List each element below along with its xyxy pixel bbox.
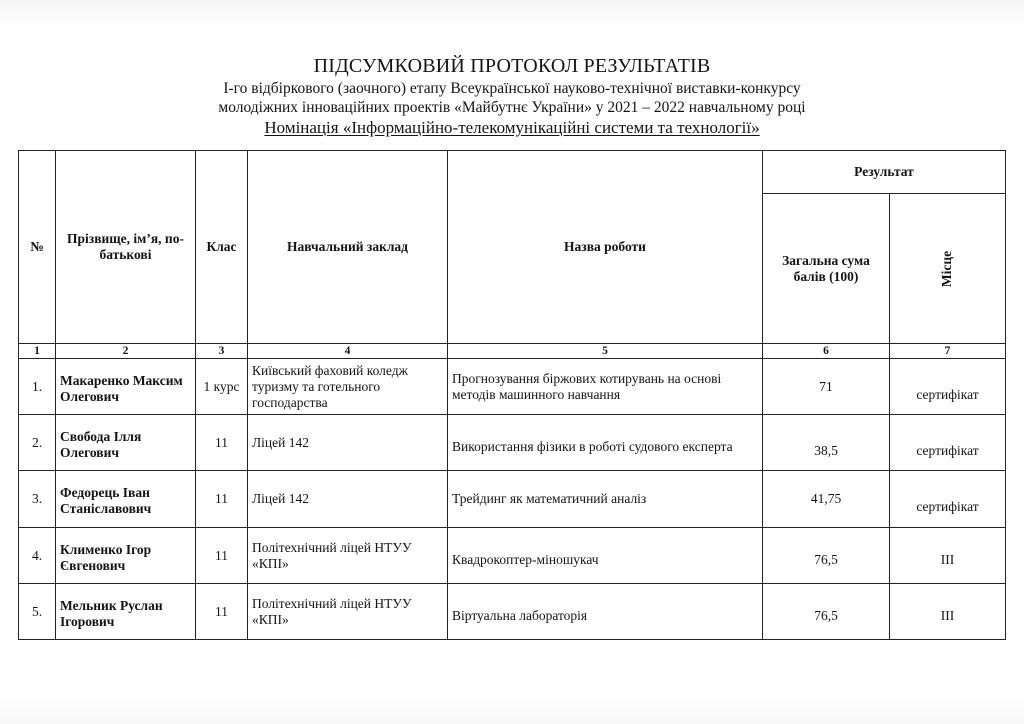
participant-class: 11 — [196, 471, 248, 528]
place — [890, 528, 1006, 584]
row-number: 3. — [19, 471, 56, 528]
place-text: ІІІ — [940, 551, 955, 567]
row-number: 1. — [19, 359, 56, 415]
document-header — [0, 54, 1024, 139]
participant-school: Ліцей 142 — [248, 471, 448, 528]
place-text: сертифікат — [916, 386, 979, 402]
header-work: Назва роботи — [448, 151, 763, 344]
participant-name — [56, 584, 196, 640]
participant-name-text: Федорець Іван Станіславович — [60, 485, 152, 516]
header-place — [890, 194, 1006, 344]
participant-school: Ліцей 142 — [248, 415, 448, 471]
results-table — [18, 150, 1006, 640]
work-title-text: Віртуальна лабораторія — [452, 607, 588, 623]
column-number: 1 — [19, 344, 56, 359]
table-row — [19, 359, 1006, 415]
row-number: 5. — [19, 584, 56, 640]
header-row-top — [19, 151, 1006, 194]
header-result: Результат — [763, 151, 1006, 194]
participant-school: Київський фаховий коледж туризму та готельного господарства — [248, 359, 448, 415]
place-text: сертифікат — [916, 442, 979, 458]
place-text: ІІІ — [940, 607, 955, 623]
participant-name — [56, 415, 196, 471]
place — [890, 584, 1006, 640]
participant-class: 1 курс — [196, 359, 248, 415]
participant-class: 11 — [196, 584, 248, 640]
place — [890, 471, 1006, 528]
place — [890, 359, 1006, 415]
table-row — [19, 471, 1006, 528]
document-title: ПІДСУМКОВИЙ ПРОТОКОЛ РЕЗУЛЬТАТІВ — [313, 55, 711, 77]
participant-school: Політехнічний ліцей НТУУ «КПІ» — [248, 528, 448, 584]
participant-name-text: Мельник Руслан Ігорович — [60, 597, 163, 629]
header-total-score: Загальна сума балів (100) — [763, 194, 890, 344]
header-no: № — [19, 151, 56, 344]
place-text: сертифікат — [916, 499, 979, 514]
table-row — [19, 584, 1006, 640]
header-class: Клас — [196, 151, 248, 344]
place — [890, 415, 1006, 471]
total-score-text: 38,5 — [814, 442, 838, 458]
header-name: Прізвище, ім’я, по-батькові — [56, 151, 196, 344]
column-number: 6 — [763, 344, 890, 359]
work-title-text: Квадрокоптер-міношукач — [452, 551, 599, 567]
participant-name — [56, 471, 196, 528]
document-subtitle-line1: І-го відбіркового (заочного) етапу Всеукраїнської науково-технічної виставки-конкурсу — [223, 80, 801, 97]
participant-name-text: Клименко Ігор Євгенович — [60, 541, 152, 573]
column-number: 3 — [196, 344, 248, 359]
table-row — [19, 528, 1006, 584]
row-number: 4. — [19, 528, 56, 584]
work-title — [448, 584, 763, 640]
work-title — [448, 528, 763, 584]
column-number: 5 — [448, 344, 763, 359]
total-score — [763, 528, 890, 584]
row-number: 2. — [19, 415, 56, 471]
work-title: Прогнозування біржових котирувань на основі методів машинного навчання — [448, 359, 763, 415]
column-number: 7 — [890, 344, 1006, 359]
participant-class: 11 — [196, 415, 248, 471]
table-row — [19, 415, 1006, 471]
participant-name — [56, 528, 196, 584]
total-score-text: 76,5 — [814, 607, 838, 623]
total-score: 71 — [763, 359, 890, 415]
header-school: Навчальний заклад — [248, 151, 448, 344]
column-number: 2 — [56, 344, 196, 359]
participant-name-text: Свобода Ілля Олегович — [60, 428, 142, 460]
nomination-title: Номінація «Інформаційно-телекомунікаційні системи та технології» — [264, 118, 760, 137]
work-title-text: Використання фізики в роботі судового експерта — [452, 438, 733, 454]
participant-class: 11 — [196, 528, 248, 584]
total-score — [763, 584, 890, 640]
work-title: Трейдинг як математичний аналіз — [448, 471, 763, 528]
work-title — [448, 415, 763, 471]
column-number-row — [19, 344, 1006, 359]
column-number: 4 — [248, 344, 448, 359]
total-score-text: 76,5 — [814, 551, 838, 567]
total-score — [763, 415, 890, 471]
participant-name — [56, 359, 196, 415]
header-place-label: Місце — [939, 250, 955, 287]
total-score: 41,75 — [763, 471, 890, 528]
participant-name-text: Макаренко Максим Олегович — [60, 372, 183, 404]
participant-school: Політехнічний ліцей НТУУ «КПІ» — [248, 584, 448, 640]
document-subtitle-line2: молодіжних інноваційних проектів «Майбутнє України» у 2021 – 2022 навчальному році — [218, 99, 806, 116]
